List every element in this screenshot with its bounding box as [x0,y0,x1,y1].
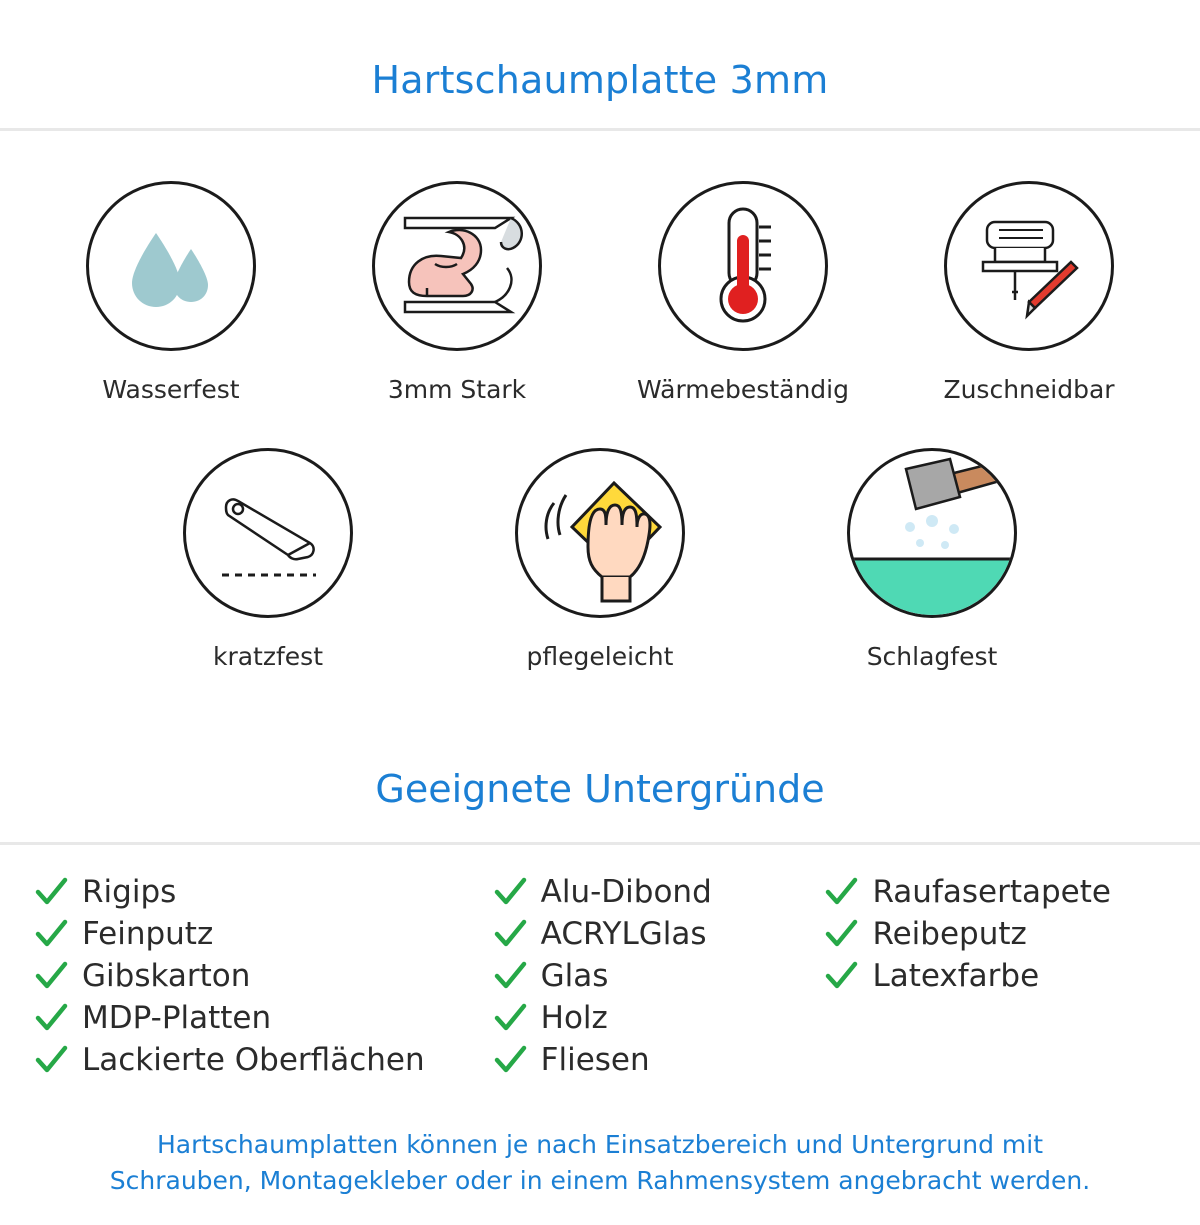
list-item [493,913,825,955]
list-item [824,913,1166,955]
footer-note [0,1127,1200,1199]
feature-label: pflegeleicht [526,641,674,671]
list-item-label: ACRYLGlas [540,916,707,953]
list-item [34,871,493,913]
check-icon [34,959,68,993]
feature-pflegeleicht [500,448,700,671]
list-item-label: Alu-Dibond [540,874,712,911]
check-icon [824,959,858,993]
jigsaw-cutter-icon [959,196,1099,336]
list-item [824,955,1166,997]
list-item [493,871,825,913]
list-item-label: Fliesen [540,1042,650,1079]
feature-label: 3mm Stark [387,374,527,404]
substrates-column-3 [824,871,1166,1081]
check-icon [493,917,527,951]
list-item [824,871,1166,913]
list-item [493,955,825,997]
feature-label: Wasserfest [102,374,240,404]
page-title: Hartschaumplatte 3mm [371,58,829,103]
check-icon [493,959,527,993]
feature-icon-circle [372,181,542,351]
thermometer-icon [683,201,803,331]
feature-kratzfest [168,448,368,671]
list-item-label: Holz [540,1000,608,1037]
check-icon [824,917,858,951]
water-drop-icon [116,211,226,321]
check-icon [824,875,858,909]
list-item [34,913,493,955]
list-item-label: Lackierte Oberflächen [82,1042,425,1079]
feature-waermebestaendig [637,181,849,404]
feature-wasserfest [71,181,271,404]
substrates-column-2 [493,871,825,1081]
list-item-label: Rigips [82,874,177,911]
feature-icon-circle [944,181,1114,351]
feature-label: kratzfest [212,641,323,671]
list-item [34,955,493,997]
substrates-lists [0,845,1200,1081]
check-icon [34,875,68,909]
feature-icon-circle [658,181,828,351]
footer-note-line-2: Schrauben, Montagekleber oder in einem Rahmensystem angebracht werden. [109,1166,1091,1196]
feature-icon-circle [847,448,1017,618]
check-icon [34,1043,68,1077]
feature-schlagfest [832,448,1032,671]
feature-zuschneidbar [929,181,1129,404]
divider-top [0,128,1200,131]
feature-label: Zuschneidbar [943,374,1115,404]
list-item [34,1039,493,1081]
check-icon [493,1043,527,1077]
check-icon [493,1001,527,1035]
check-icon [34,917,68,951]
substrates-title: Geeignete Untergründe [375,766,825,811]
substrates-column-1 [34,871,493,1081]
list-item [493,1039,825,1081]
list-item-label: Reibeputz [872,916,1027,953]
product-info-page [0,25,1200,1225]
strong-arm-icon [375,184,539,348]
list-item-label: Glas [540,958,609,995]
list-item-label: Latexfarbe [872,958,1040,995]
footer-note-line-1: Hartschaumplatten können je nach Einsatzbereich und Untergrund mit [156,1130,1044,1160]
list-item-label: MDP-Platten [82,1000,272,1037]
feature-icon-circle [183,448,353,618]
list-item-label: Raufasertapete [872,874,1111,911]
list-item [493,997,825,1039]
hammer-impact-icon [850,451,1014,615]
list-item-label: Gibskarton [82,958,251,995]
hand-cloth-icon [518,451,682,615]
feature-label: Wärmebeständig [637,374,849,404]
feature-row-top [0,181,1200,404]
knife-scratch-icon [198,463,338,603]
check-icon [493,875,527,909]
feature-icon-circle [86,181,256,351]
feature-row-bottom [0,448,1200,671]
feature-label: Schlagfest [866,641,998,671]
check-icon [34,1001,68,1035]
feature-icon-circle [515,448,685,618]
list-item-label: Feinputz [82,916,214,953]
list-item [34,997,493,1039]
feature-3mm-stark [357,181,557,404]
